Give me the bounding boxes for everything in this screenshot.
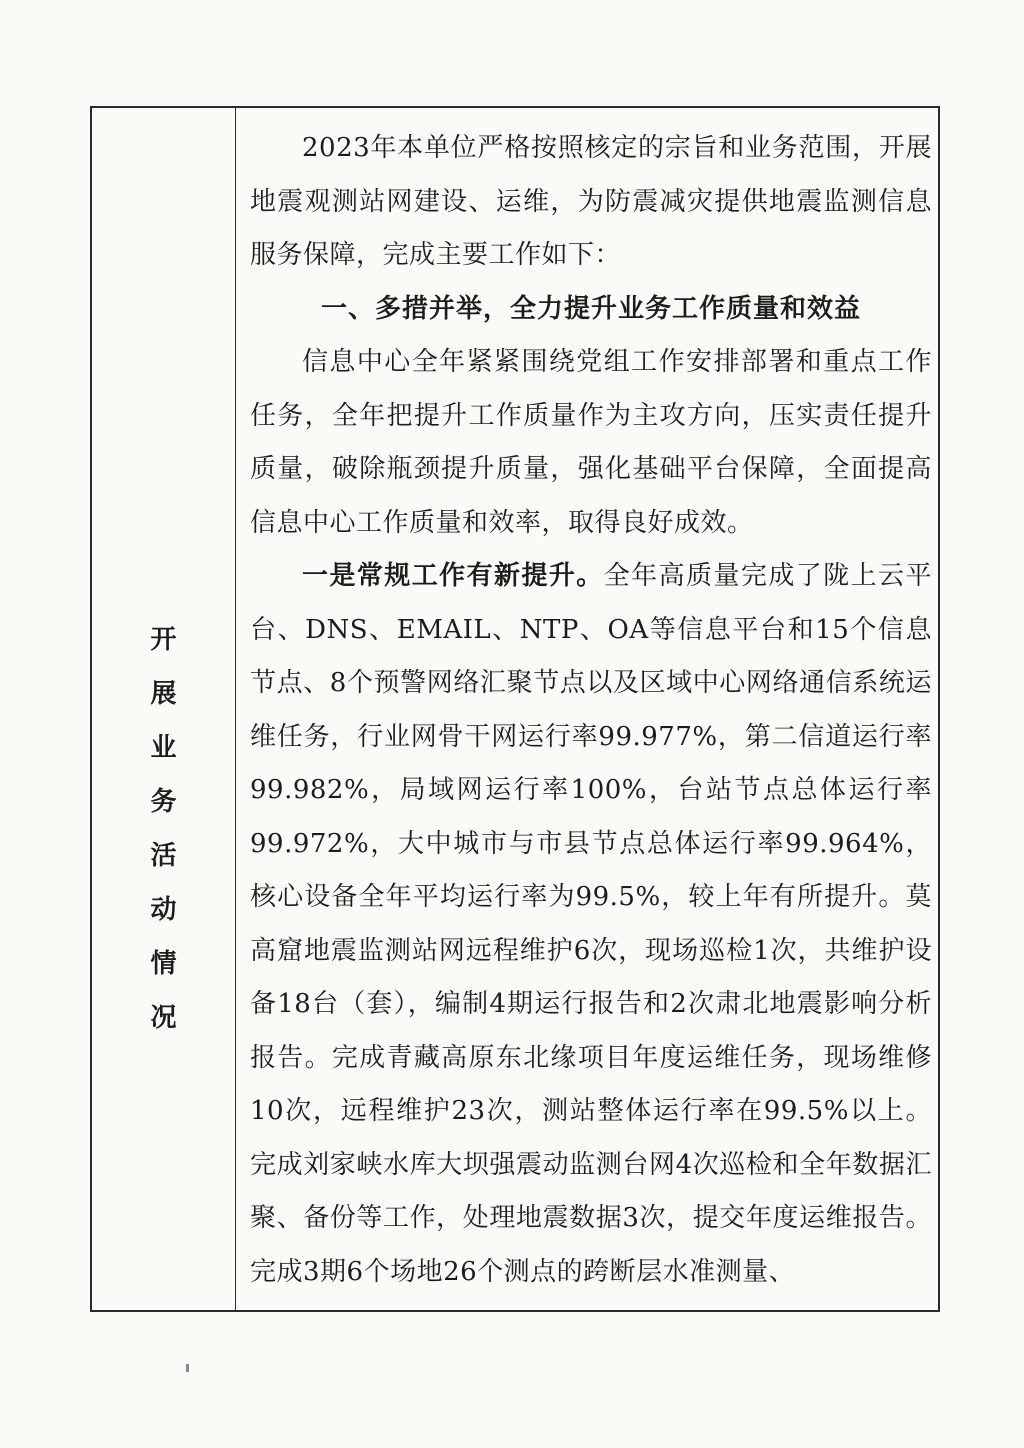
intro-paragraph: 2023年本单位严格按照核定的宗旨和业务范围，开展地震观测站网建设、运维，为防震减灾提供地震监测信息服务保障，完成主要工作如下： [250,133,932,270]
routine-work-paragraph [250,550,932,1299]
row-label-char: 务 [150,787,177,817]
row-label-char: 况 [150,1003,177,1033]
row-label-cell [92,108,236,1310]
summary-paragraph: 信息中心全年紧紧围绕党组工作安排部署和重点工作任务，全年把提升工作质量作为主攻方向，压实责任提升质量，破除瓶颈提升质量，强化基础平台保障，全面提高信息中心工作质量和效率，取得良好成效。 [250,347,932,538]
row-label-char: 开 [150,625,177,655]
content-cell [236,108,938,1310]
paragraph-lead: 一是常规工作有新提升。 [302,561,604,591]
scan-mark [186,1364,189,1372]
paragraph-body: 全年高质量完成了陇上云平台、DNS、EMAIL、NTP、OA等信息平台和15个信息节点、8个预警网络汇聚节点以及区域中心网络通信系统运维任务，行业网骨干网运行率99.977%，第二信道运行率99.982%，局域网运行率100%，台站节点总体运行率99.972%，大中城市与市县节点总体运行率99.964%，核心设备全年平均运行率为99.5%，较上年有所提升。莫高窟地震监测站网远程维护6次，现场巡检1次，共维护设备18台（套），编制4期运行报告和2次肃北地震影响分析报告。完成青藏高原东北缘项目年度运维任务，现场维修10次，远程维护23次，测站整体运行率在99.5%以上。完成刘家峡水库大坝强震动监测台网4次巡检和全年数据汇聚、备份等工作，处理地震数据3次，提交年度运维报告。完成3期6个场地26个测点的跨断层水准测量、 [250,561,932,1287]
section-heading: 一、多措并举，全力提升业务工作质量和效益 [320,293,861,324]
activity-table [90,106,940,1312]
row-label-char: 动 [150,895,177,925]
row-label-char: 活 [150,841,177,871]
row-label-char: 业 [150,733,177,763]
row-label-char: 展 [150,679,177,709]
row-label [92,613,235,1045]
row-label-char: 情 [150,949,177,979]
